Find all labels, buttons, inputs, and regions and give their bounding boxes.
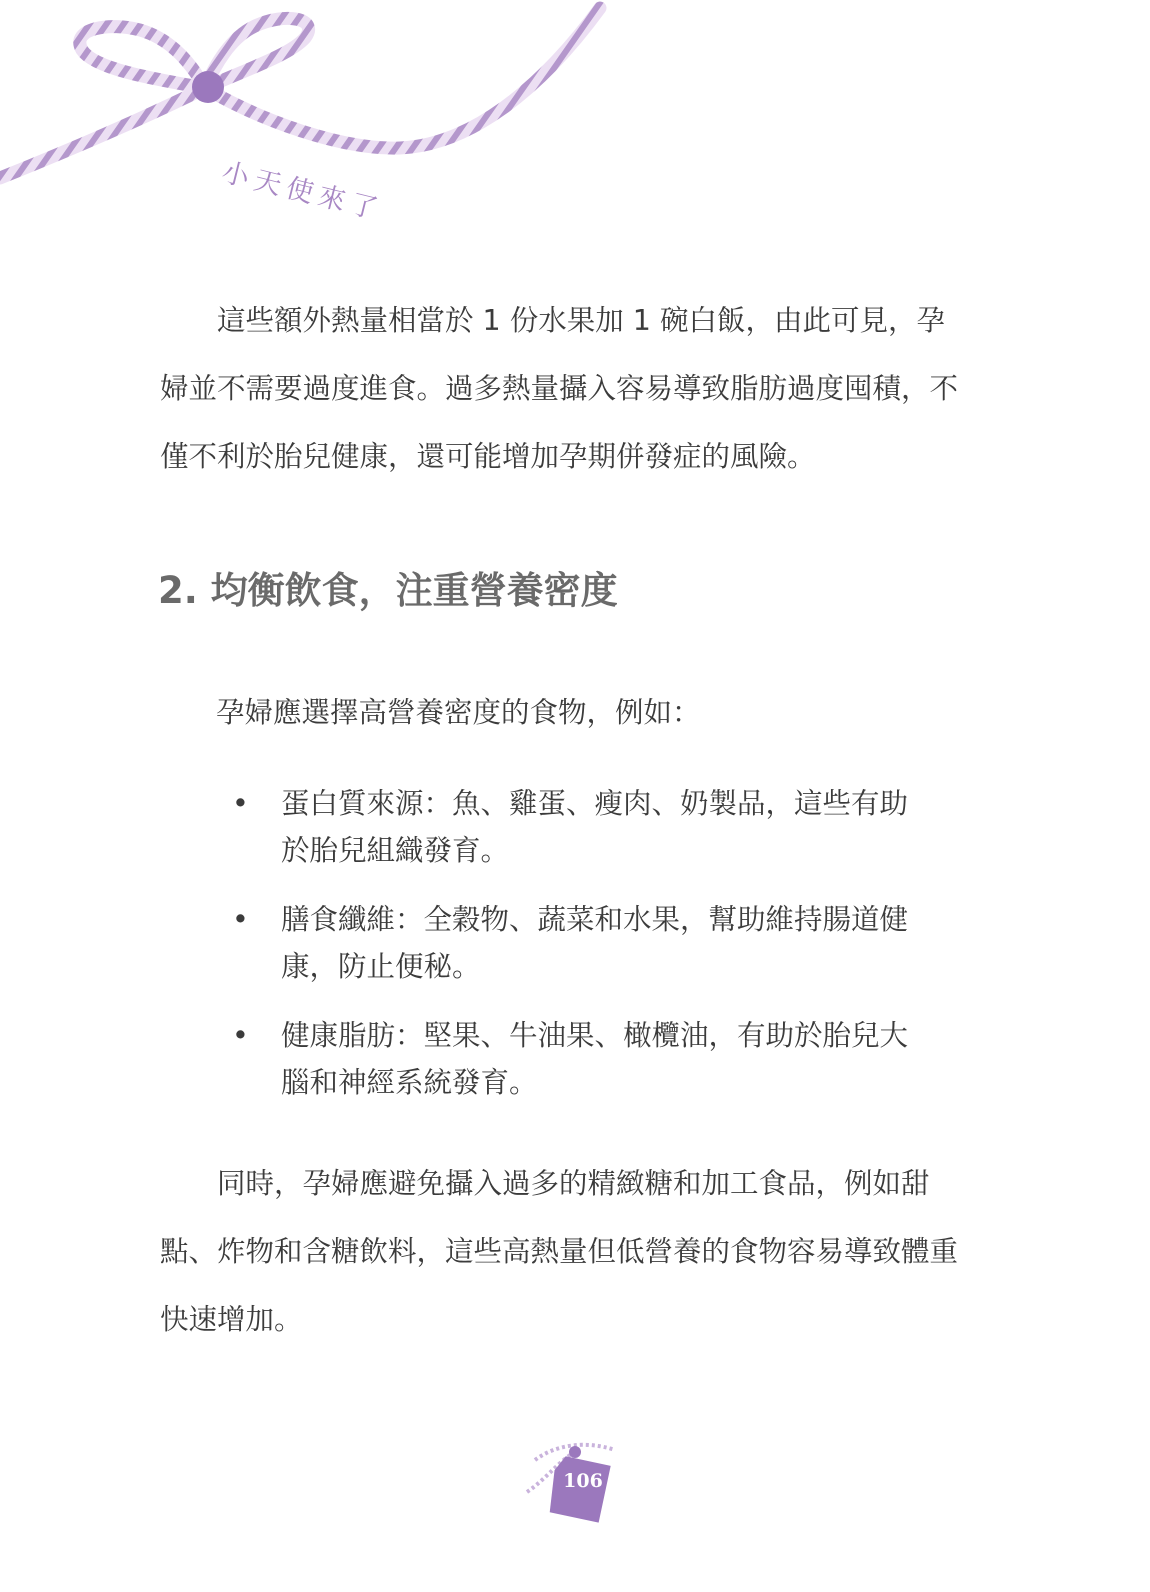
list-item-text: 健康脂肪：堅果、牛油果、橄欖油，有助於胎兒大腦和神經系統發育。 — [281, 1019, 909, 1099]
paragraph-intro-text: 這些額外熱量相當於 1 份水果加 1 碗白飯，由此可見，孕婦並不需要過度進食。過多熱量攝入容易導致脂肪過度囤積，不僅不利於胎兒健康，還可能增加孕期併發症的風險。 — [160, 304, 959, 473]
bullet-marker: • — [232, 787, 249, 820]
series-title: 小天使來了 — [218, 156, 387, 227]
list-item — [232, 780, 932, 874]
page-number: 106 — [563, 1470, 603, 1492]
paragraph-intro — [160, 287, 970, 491]
bullet-marker: • — [232, 903, 249, 936]
list-item — [232, 896, 932, 990]
bullet-marker: • — [232, 1019, 249, 1052]
knot — [192, 71, 224, 103]
paragraph-closing-text: 同時，孕婦應避免攝入過多的精緻糖和加工食品，例如甜點、炸物和含糖飲料，這些高熱量但低營養的食物容易導致體重快速增加。 — [160, 1167, 959, 1336]
paragraph-closing — [160, 1150, 970, 1354]
list-intro: 孕婦應選擇高營養密度的食物，例如： — [216, 696, 701, 729]
list-item — [232, 1012, 932, 1106]
list-item-text: 膳食纖維：全穀物、蔬菜和水果，幫助維持腸道健康，防止便秘。 — [281, 903, 909, 983]
section-heading: 2. 均衡飲食，注重營養密度 — [158, 569, 618, 612]
nutrient-list — [232, 780, 932, 1128]
list-item-text: 蛋白質來源：魚、雞蛋、瘦肉、奶製品，這些有助於胎兒組織發育。 — [281, 787, 909, 867]
page-tag — [515, 1430, 625, 1530]
